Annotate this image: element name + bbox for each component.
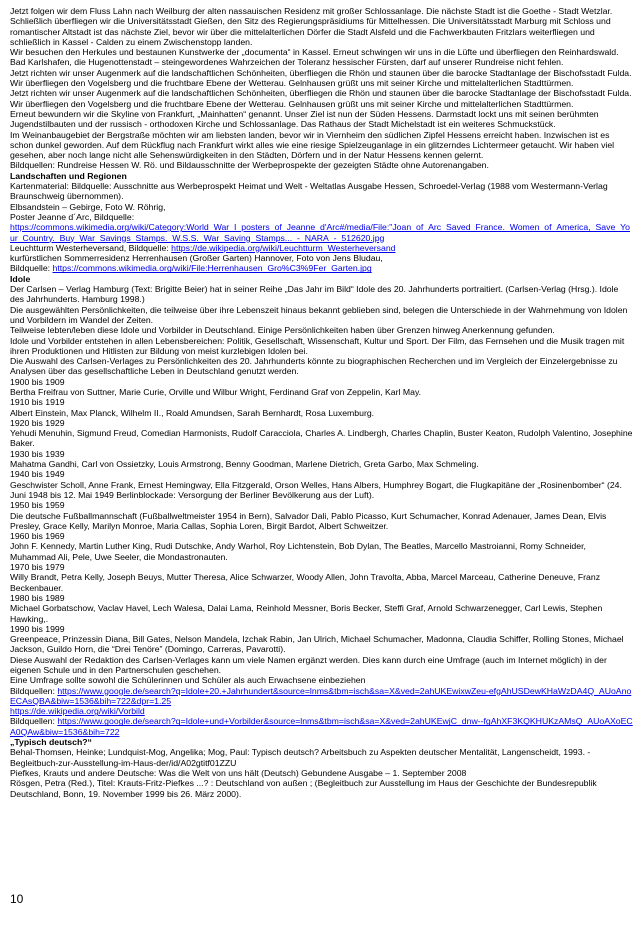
travel-paragraph: Jetzt folgen wir dem Fluss Lahn nach Weilburg der alten nassauischen Residenz mit großer Schlossanlage. Die nächste Stadt ist die Goethe - Stadt Wetzlar. Schließlich überfliegen wir die Universitätsstadt Gießen, den Sitz des Regierungspräsidiums für Mittelhessen. Die Universitätsstadt Marburg mit Schloss und romantischer Altstadt ist das nächste Ziel, bevor wir über die mittelalterlichen Dörfer die Stadt Alsfeld und die Fachwerkbauten Fritzlars weiterfliegen und schließlich in Kassel - Calden zu einem Zwischenstopp landen. bbox=[10, 6, 613, 47]
decade-names: Die deutsche Fußballmannschaft (Fußballweltmeister 1954 in Bern), Salvador Dali, Pablo Picasso, Kurt Schumacher, Konrad Adenauer, James Dean, Elvis Presley, Grace Kelly, Marilyn Monroe, Maria Callas, Sophia Loren, Birgit Bardot, Albert Schweitzer. bbox=[10, 510, 607, 531]
herrenhausen-source-label: Bildquelle: bbox=[10, 263, 53, 274]
typical-german-reference: Piefkes, Krauts und andere Deutsche: Was die Welt von uns hält (Deutsch) Gebundene Ausgabe – 1. September 2008 bbox=[10, 767, 467, 778]
decade-names: Michael Gorbatschow, Vaclav Havel, Lech Walesa, Dalai Lama, Reinhold Messner, Boris Becker, Steffi Graf, Arnold Schwarzenegger, Carl Lewis, Stephen Hawking,. bbox=[10, 603, 603, 624]
idols-source-2 bbox=[10, 706, 634, 716]
travel-paragraph: Jetzt richten wir unser Augenmerk auf die landschaftlichen Schönheiten, überfliegen die Rhön und staunen über die barocke Stadtanlage der Bischofsstadt Fulda. Wir überfliegen den Vogelsberg und die fruchtbare Ebene der Wetterau. Gelnhausen grüßt uns mit seiner Kirche und mittelalterlichen Stadttürmen. bbox=[10, 88, 632, 109]
idols-outro-paragraph: Eine Umfrage sollte sowohl die Schülerinnen und Schüler als auch Erwachsene einbeziehen bbox=[10, 675, 366, 686]
herrenhausen-source bbox=[10, 263, 634, 273]
poster-source-link[interactable]: https://commons.wikimedia.org/wiki/Category:World_War_I_posters_of_Jeanne_d'Arc#/media/File:"Joan_of_Arc_Saved_France._Women_of_America,_Save_Your_Country._Buy_War_Savings_Stamps._W.S.S._War_Saving_Stamps..._-_NARA_-_512620.jpg bbox=[10, 222, 630, 243]
decade-range: 1960 bis 1969 bbox=[10, 531, 65, 542]
decade-names: John F. Kennedy, Martin Luther King, Rudi Dutschke, Andy Warhol, Roy Lichtenstein, Bob Dylan, The Beatles, Marcello Mastroianni, Romy Schneider, Muhammad Ali, Pele, Uwe Seeler, die Mondastronauten. bbox=[10, 541, 586, 562]
idols-source-3-label: Bildquellen: bbox=[10, 716, 58, 727]
decade-names: Albert Einstein, Max Planck, Wilhelm II., Roald Amundsen, Sarah Bernhardt, Rosa Luxemburg. bbox=[10, 407, 375, 418]
lighthouse-credit bbox=[10, 243, 634, 253]
page-number: 10 bbox=[10, 892, 24, 906]
herrenhausen-source-link[interactable]: https://commons.wikimedia.org/wiki/File:Herrenhausen_Gro%C3%9Fer_Garten.jpg bbox=[52, 263, 372, 274]
idols-source-3-link[interactable]: https://www.google.de/search?q=Idole+und+Vorbilder&source=lnms&tbm=isch&sa=X&ved=2ahUKEwjC_dnw--fgAhXF3KQKHUKzAMsQ_AUoAXoECA0QAw&biw=1536&bih=722 bbox=[10, 716, 633, 737]
idols-intro-paragraph: Die ausgewählten Persönlichkeiten, die teilweise über ihre Lebenszeit hinaus bekannt geblieben sind, belegen die Unterschiede in der Wahrnehmung von Idolen und Vorbildern im Wandel der Zeiten. bbox=[10, 304, 628, 325]
decade-names: Willy Brandt, Petra Kelly, Joseph Beuys, Mutter Theresa, Alice Schwarzer, Woody Allen, John Travolta, Abba, Marcel Marceau, Catherine Deneuve, Franz Beckenbauer. bbox=[10, 572, 601, 593]
decade-range: 1910 bis 1919 bbox=[10, 397, 65, 408]
decade-range: 1930 bis 1939 bbox=[10, 448, 65, 459]
poster-credit-label: Poster Jeanne d´Arc, Bildquelle: bbox=[10, 211, 135, 222]
poster-source bbox=[10, 222, 634, 243]
decade-names: Greenpeace, Prinzessin Diana, Bill Gates, Nelson Mandela, Izchak Rabin, Jan Ulrich, Michael Schumacher, Madonna, Claudia Schiffer, Rolling Stones, Michael Jackson, Guildo Horn, die “Drei Tenöre” (Domingo, Carreras, Pavarotti). bbox=[10, 634, 624, 655]
decade-range: 1990 bis 1999 bbox=[10, 623, 65, 634]
decade-names: Mahatma Gandhi, Carl von Ossietzky, Louis Armstrong, Benny Goodman, Marlene Dietrich, Greta Garbo, Max Schmeling. bbox=[10, 459, 479, 470]
idols-outro-paragraph: Diese Auswahl der Redaktion des Carlsen-Verlages kann um viele Namen ergänzt werden. Dies kann durch eine Umfrage (auch im Internet möglich) in der eigenen Schule und in den Partnerschulen geschehen. bbox=[10, 654, 607, 675]
decade-range: 1970 bis 1979 bbox=[10, 562, 65, 573]
travel-paragraph: Im Weinanbaugebiet der Bergstraße möchten wir am liebsten landen, bevor wir in Viernheim den südlichen Zipfel Hessens erreicht haben. Inzwischen ist es schon dunkel geworden. Auf dem Rückflug nach Frankfurt wirkt alles wie eine riesige Spielzeuganlage in ein glitzerndes Lichtermeer getaucht. Wir haben viel gesehen, aber noch lange nicht alle Sehenswürdigkeiten in den Städten, Dörfern und in der Natur Hessens kennen gelernt. bbox=[10, 129, 615, 161]
travel-paragraph: Jetzt richten wir unser Augenmerk auf die landschaftlichen Schönheiten, überfliegen die Rhön und staunen über die barocke Stadtanlage der Bischofsstadt Fulda. Wir überfliegen den Vogelsberg und die fruchtbare Ebene der Wetterau. Gelnhausen grüßt uns mit seiner Kirche und mittelalterlichen Stadttürmen. bbox=[10, 67, 632, 89]
elbsandstein-credit: Elbsandstein – Gebirge, Foto W. Röhrig, bbox=[10, 201, 166, 212]
idols-source-1-link[interactable]: https://www.google.de/search?q=Idole+20.+Jahrhundert&source=lnms&tbm=isch&sa=X&ved=2ahUKEwixwZeu-efgAhUSDewKHaWzDA4Q_AUoAnoECAsQBA&biw=1536&bih=722&dpr=1.25 bbox=[10, 685, 632, 706]
idols-source-1-label: Bildquellen: bbox=[10, 685, 58, 696]
travel-paragraph: Wir besuchen den Herkules und bestaunen Kunstwerke der „documenta“ in Kassel. Erneut schwingen wir uns in die Lüfte und überfliegen den Reinhardswald. bbox=[10, 47, 619, 58]
decade-range: 1920 bis 1929 bbox=[10, 417, 65, 428]
decade-range: 1950 bis 1959 bbox=[10, 500, 65, 511]
decade-names: Geschwister Scholl, Anne Frank, Ernest Hemingway, Ella Fitzgerald, Orson Welles, Hans Albers, Humphrey Bogart, die Flugkapitäne der „Rosinenbomber“ (24. Juni 1948 bis 12. Mai 1949 Berlinblockade: Versorgung der Berliner Bevölkerung aus der Luft). bbox=[10, 479, 622, 500]
decade-range: 1980 bis 1989 bbox=[10, 592, 65, 603]
travel-paragraph: Erneut bewundern wir die Skyline von Frankfurt, „Mainhatten“ genannt. Unser Ziel ist nun der Süden Hessens. Darmstadt lockt uns mit seinen berühmten Jugendstilbauten und der russisch - orthodoxen Kirche und Schlossanlage. Das Rathaus der Stadt Michelstadt ist ein weiteres Schmuckstück. bbox=[10, 108, 599, 130]
document-page bbox=[10, 6, 634, 799]
idols-intro-paragraph: Der Carlsen – Verlag Hamburg (Text: Brigitte Beier) hat in seiner Reihe „Das Jahr im Bild“ Idole des 20. Jahrhunderts portraitiert. (Carlsen-Verlag (Hrsg.). Idole des Jahrhunderts. Hamburg 1998.) bbox=[10, 284, 619, 305]
typical-german-heading: „Typisch deutsch?“ bbox=[10, 737, 92, 748]
travel-paragraph: Bad Karlshafen, die Hugenottenstadt – steingewordenes Wahrzeichen der Toleranz hessischer Fürsten, darf auf unserer Rundreise nicht fehlen. bbox=[10, 57, 564, 68]
landscapes-heading: Landschaften und Regionen bbox=[10, 170, 127, 181]
travel-image-credits: Bildquellen: Rundreise Hessen W. Rö. und Bildausschnitte der Werbeprospekte der gezeigten Städte ohne Autorenangaben. bbox=[10, 160, 489, 171]
idols-source-3 bbox=[10, 716, 634, 737]
idols-intro-paragraph: Teilweise lebten/leben diese Idole und Vorbilder in Deutschland. Einige Persönlichkeiten haben über Grenzen hinweg Anerkennung gefunden. bbox=[10, 325, 555, 336]
lighthouse-source-link[interactable]: https://de.wikipedia.org/wiki/Leuchtturm_Westerheversand bbox=[171, 242, 396, 253]
decade-range: 1940 bis 1949 bbox=[10, 469, 65, 480]
map-credit: Kartenmaterial: Bildquelle: Ausschnitte aus Werbeprospekt Heimat und Welt - Weltatlas Ausgabe Hessen, Schroedel-Verlag (1988 vom Westermann-Verlag Braunschweig übernommen). bbox=[10, 181, 608, 202]
decade-names: Yehudi Menuhin, Sigmund Freud, Comedian Harmonists, Rudolf Caracciola, Charles A. Lindbergh, Charles Chaplin, Buster Keaton, Rudolph Valentino, Josephine Baker. bbox=[10, 428, 633, 449]
idols-intro-paragraph: Idole und Vorbilder entstehen in allen Lebensbereichen: Politik, Gesellschaft, Wissenschaft, Kultur und Sport. Der Film, das Fernsehen und die Musik tragen mit ihren Produktionen und Hitlisten zur Bildung von meist kurzlebigen Idolen bei. bbox=[10, 335, 625, 356]
typical-german-reference: Rösgen, Petra (Red.), Titel: Krauts-Fritz-Piefkes ...? : Deutschland von außen ; (Begleitbuch zur Ausstellung im Haus der Geschichte der Bundesrepublik Deutschland, Bonn, 19. November 1999 bis 26. März 2000). bbox=[10, 778, 597, 799]
idols-heading: Idole bbox=[10, 273, 31, 284]
decade-range: 1900 bis 1909 bbox=[10, 376, 65, 387]
decade-names: Bertha Freifrau von Suttner, Marie Curie, Orville und Wilbur Wright, Ferdinand Graf von Zeppelin, Karl May. bbox=[10, 386, 422, 397]
herrenhausen-credit: kurfürstlichen Sommerresidenz Herrenhausen (Großer Garten) Hannover, Foto von Jens Bludau, bbox=[10, 253, 383, 264]
idols-intro-paragraph: Die Auswahl des Carlsen-Verlages zu Persönlichkeiten des 20. Jahrhunderts könnte zu biographischen Recherchen und im Vergleich der Einzelergebnisse zu Analysen über das gesellschaftliche Leben in Deutschland genutzt werden. bbox=[10, 356, 618, 377]
idols-source-1 bbox=[10, 686, 634, 707]
lighthouse-credit-label: Leuchtturm Westerheversand, Bildquelle: bbox=[10, 242, 172, 253]
idols-source-2-link[interactable]: https://de.wikipedia.org/wiki/Vorbild bbox=[10, 706, 145, 717]
typical-german-reference: Behal-Thomsen, Heinke; Lundquist-Mog, Angelika; Mog, Paul: Typisch deutsch? Arbeitsbuch zu Aspekten deutscher Mentalität, Langenscheidt, 1993. - Begleitbuch-zur-Ausstellung-im-Haus-der/id/A02gtitf01ZZU bbox=[10, 747, 591, 768]
